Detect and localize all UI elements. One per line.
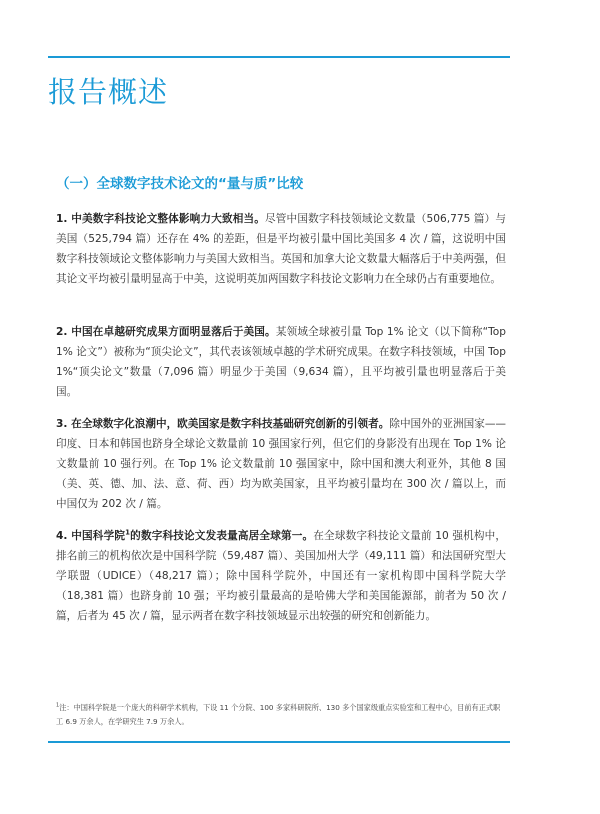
paragraph-2-body: 某领域全球被引量 Top 1% 论文（以下简称“Top 1% 论文”）被称为“顶尖论文”，其代表该领域卓越的学术研究成果。在数字科技领域，中国 Top 1%“顶尖论文”数量（7,096 篇）明显少于美国（9,634 篇），且平均被引量也明显落后于美国。 xyxy=(56,326,506,398)
footnote-text: 注：中国科学院是一个庞大的科研学术机构，下设 11 个分院、100 多家科研院所、130 多个国家级重点实验室和工程中心，目前有正式职工 6.9 万余人，在学研究生 7.9 万余人。 xyxy=(56,703,501,726)
paragraph-4-body: 在全球数字科技论文量前 10 强机构中，排名前三的机构依次是中国科学院（59,487 篇）、美国加州大学（49,111 篇）和法国研究型大学联盟（UDICE）（48,217 篇）；除中国科学院外，中国还有一家机构即中国科学院大学（18,381 篇）也跻身前 10 强；平均被引量最高的是哈佛大学和美国能源部，前者为 50 次 / 篇，后者为 45 次 / 篇，显示两者在数字科技领域显示出较强的研究和创新能力。 xyxy=(56,530,507,622)
footnote-marker: 1 xyxy=(56,702,60,709)
section-heading: （一）全球数字技术论文的“量与质”比较 xyxy=(56,176,304,192)
paragraph-2 xyxy=(56,322,506,402)
bottom-divider xyxy=(48,741,510,743)
paragraph-1 xyxy=(56,209,506,289)
paragraph-2-lead: 2. 中国在卓越研究成果方面明显落后于美国。 xyxy=(56,326,276,338)
paragraph-3 xyxy=(56,414,506,514)
paragraph-3-body: 除中国外的亚洲国家——印度、日本和韩国也跻身全球论文数量前 10 强国家行列，但它们的身影没有出现在 Top 1% 论文数量前 10 强行列。在 Top 1% 论文数量前 10 强国家中，除中国和澳大利亚外，其他 8 国（美、英、德、加、法、意、荷、西）均为欧美国家，且平均被引量均在 300 次 / 篇以上，而中国仅为 202 次 / 篇。 xyxy=(56,418,507,510)
footnote xyxy=(56,701,506,729)
paragraph-3-lead: 3. 在全球数字化浪潮中，欧美国家是数字科技基础研究创新的引领者。 xyxy=(56,418,390,430)
paragraph-1-lead: 1. 中美数字科技论文整体影响力大致相当。 xyxy=(56,213,266,225)
paragraph-4-lead-tail: 的数字科技论文发表量高居全球第一。 xyxy=(130,530,314,542)
paragraph-4 xyxy=(56,526,506,626)
paragraph-1-body: 尽管中国数字科技领域论文数量（506,775 篇）与美国（525,794 篇）还存在 4% 的差距，但是平均被引量中国比美国多 4 次 / 篇，这说明中国数字科技领域论文整体影响力与美国大致相当。英国和加拿大论文数量大幅落后于中美两强，但其论文平均被引量明显高于中美，这说明英加两国数字科技论文影响力在全球仍占有重要地位。 xyxy=(56,213,506,285)
page-title: 报告概述 xyxy=(48,75,169,109)
paragraph-4-lead: 4. 中国科学院 xyxy=(56,530,126,542)
top-divider xyxy=(48,56,510,58)
footnote-reference: 1 xyxy=(125,528,130,537)
